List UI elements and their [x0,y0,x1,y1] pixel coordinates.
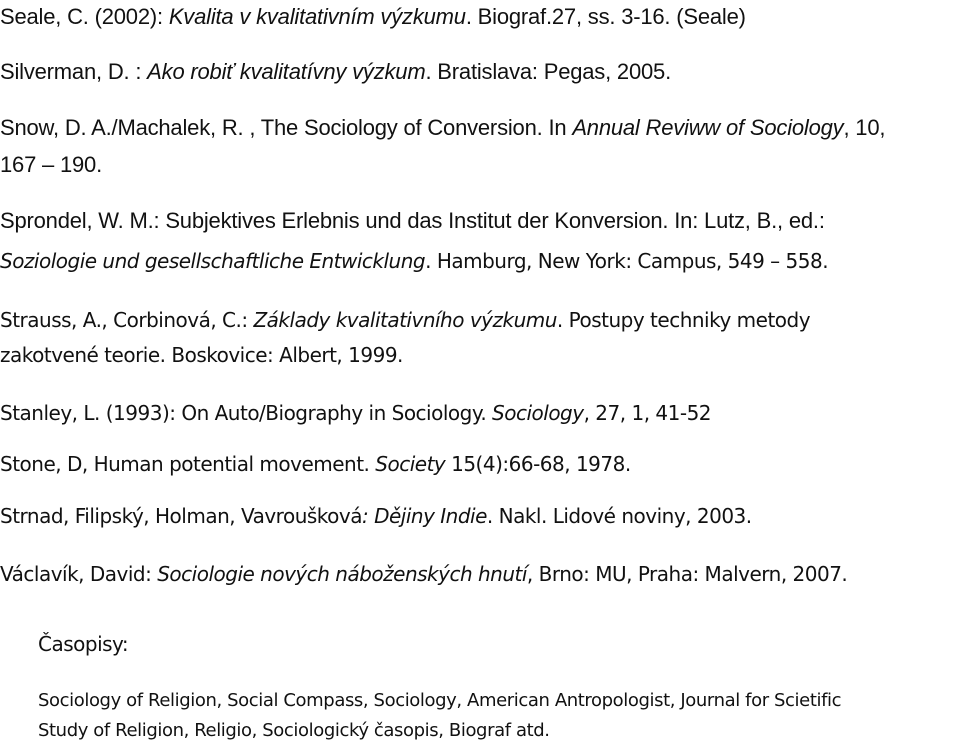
reference-segment: 15(4):66-68, 1978. [445,452,631,476]
reference-snow-line-1 [0,115,885,141]
reference-segment: Stanley, L. (1993): On Auto/Biography in Sociology. [0,401,493,425]
reference-silverman [0,59,671,85]
reference-segment: , 27, 1, 41-52 [583,401,712,425]
journals-heading: Časopisy: [38,632,129,656]
reference-segment: , Brno: MU, Praha: Malvern, 2007. [526,562,848,586]
reference-segment: Václavík, David: [0,562,158,586]
reference-segment: Snow, D. A./Machalek, R. , The Sociology of Conversion. In [0,115,573,140]
reference-segment: Silverman, D. : [0,59,148,84]
reference-segment: . Postupy techniky metody [556,308,811,332]
reference-segment: Sprondel, W. M.: Subjektives Erlebnis und das Institut der Konversion. In: Lutz, B., ed.: [0,208,825,233]
reference-segment: . Bratislava: Pegas, 2005. [425,59,671,84]
reference-snow-line-2 [0,152,102,178]
reference-segment: , 10, [843,115,886,140]
reference-segment: . Hamburg, New York: Campus, 549 – 558. [425,249,829,273]
reference-segment: Society [375,452,446,476]
reference-stanley [0,400,711,426]
reference-segment: Seale, C. (2002): [0,4,169,29]
reference-segment: Strauss, A., Corbinová, C.: [0,308,254,332]
reference-segment: Sociologie nových náboženských hnutí [157,562,527,586]
reference-stone [0,451,631,477]
reference-segment: Strnad, Filipský, Holman, Vavroušková [0,504,362,528]
reference-sprondel-line-2 [0,248,828,274]
reference-segment: : Dějiny Indie [362,504,487,528]
reference-sprondel-line-1 [0,208,825,234]
reference-segment: Kvalita v kvalitativním výzkumu [168,4,466,29]
reference-segment: Annual Reviww of Sociology [572,115,844,140]
reference-strauss-line-2 [0,342,403,368]
reference-segment: 167 – 190. [0,152,102,177]
reference-segment: Sociology [492,401,584,425]
reference-segment: zakotvené teorie. Boskovice: Albert, 1999. [0,343,403,367]
reference-strnad [0,503,752,529]
reference-seale [0,4,746,30]
reference-segment: . Nakl. Lidové noviny, 2003. [486,504,752,528]
reference-segment: Soziologie und gesellschaftliche Entwicklung [0,249,426,273]
journals-line-1: Sociology of Religion, Social Compass, Sociology, American Antropologist, Journal for Scietific [38,690,842,711]
journals-line-2: Study of Religion, Religio, Sociologický časopis, Biograf atd. [38,720,550,741]
reference-segment: Základy kvalitativního výzkumu [253,308,557,332]
reference-strauss-line-1 [0,307,810,333]
reference-segment: Ako robiť kvalitatívny výzkum [147,59,426,84]
reference-segment: Stone, D, Human potential movement. [0,452,376,476]
reference-segment: . Biograf.27, ss. 3-16. (Seale) [465,4,746,29]
reference-vaclavik [0,561,847,587]
